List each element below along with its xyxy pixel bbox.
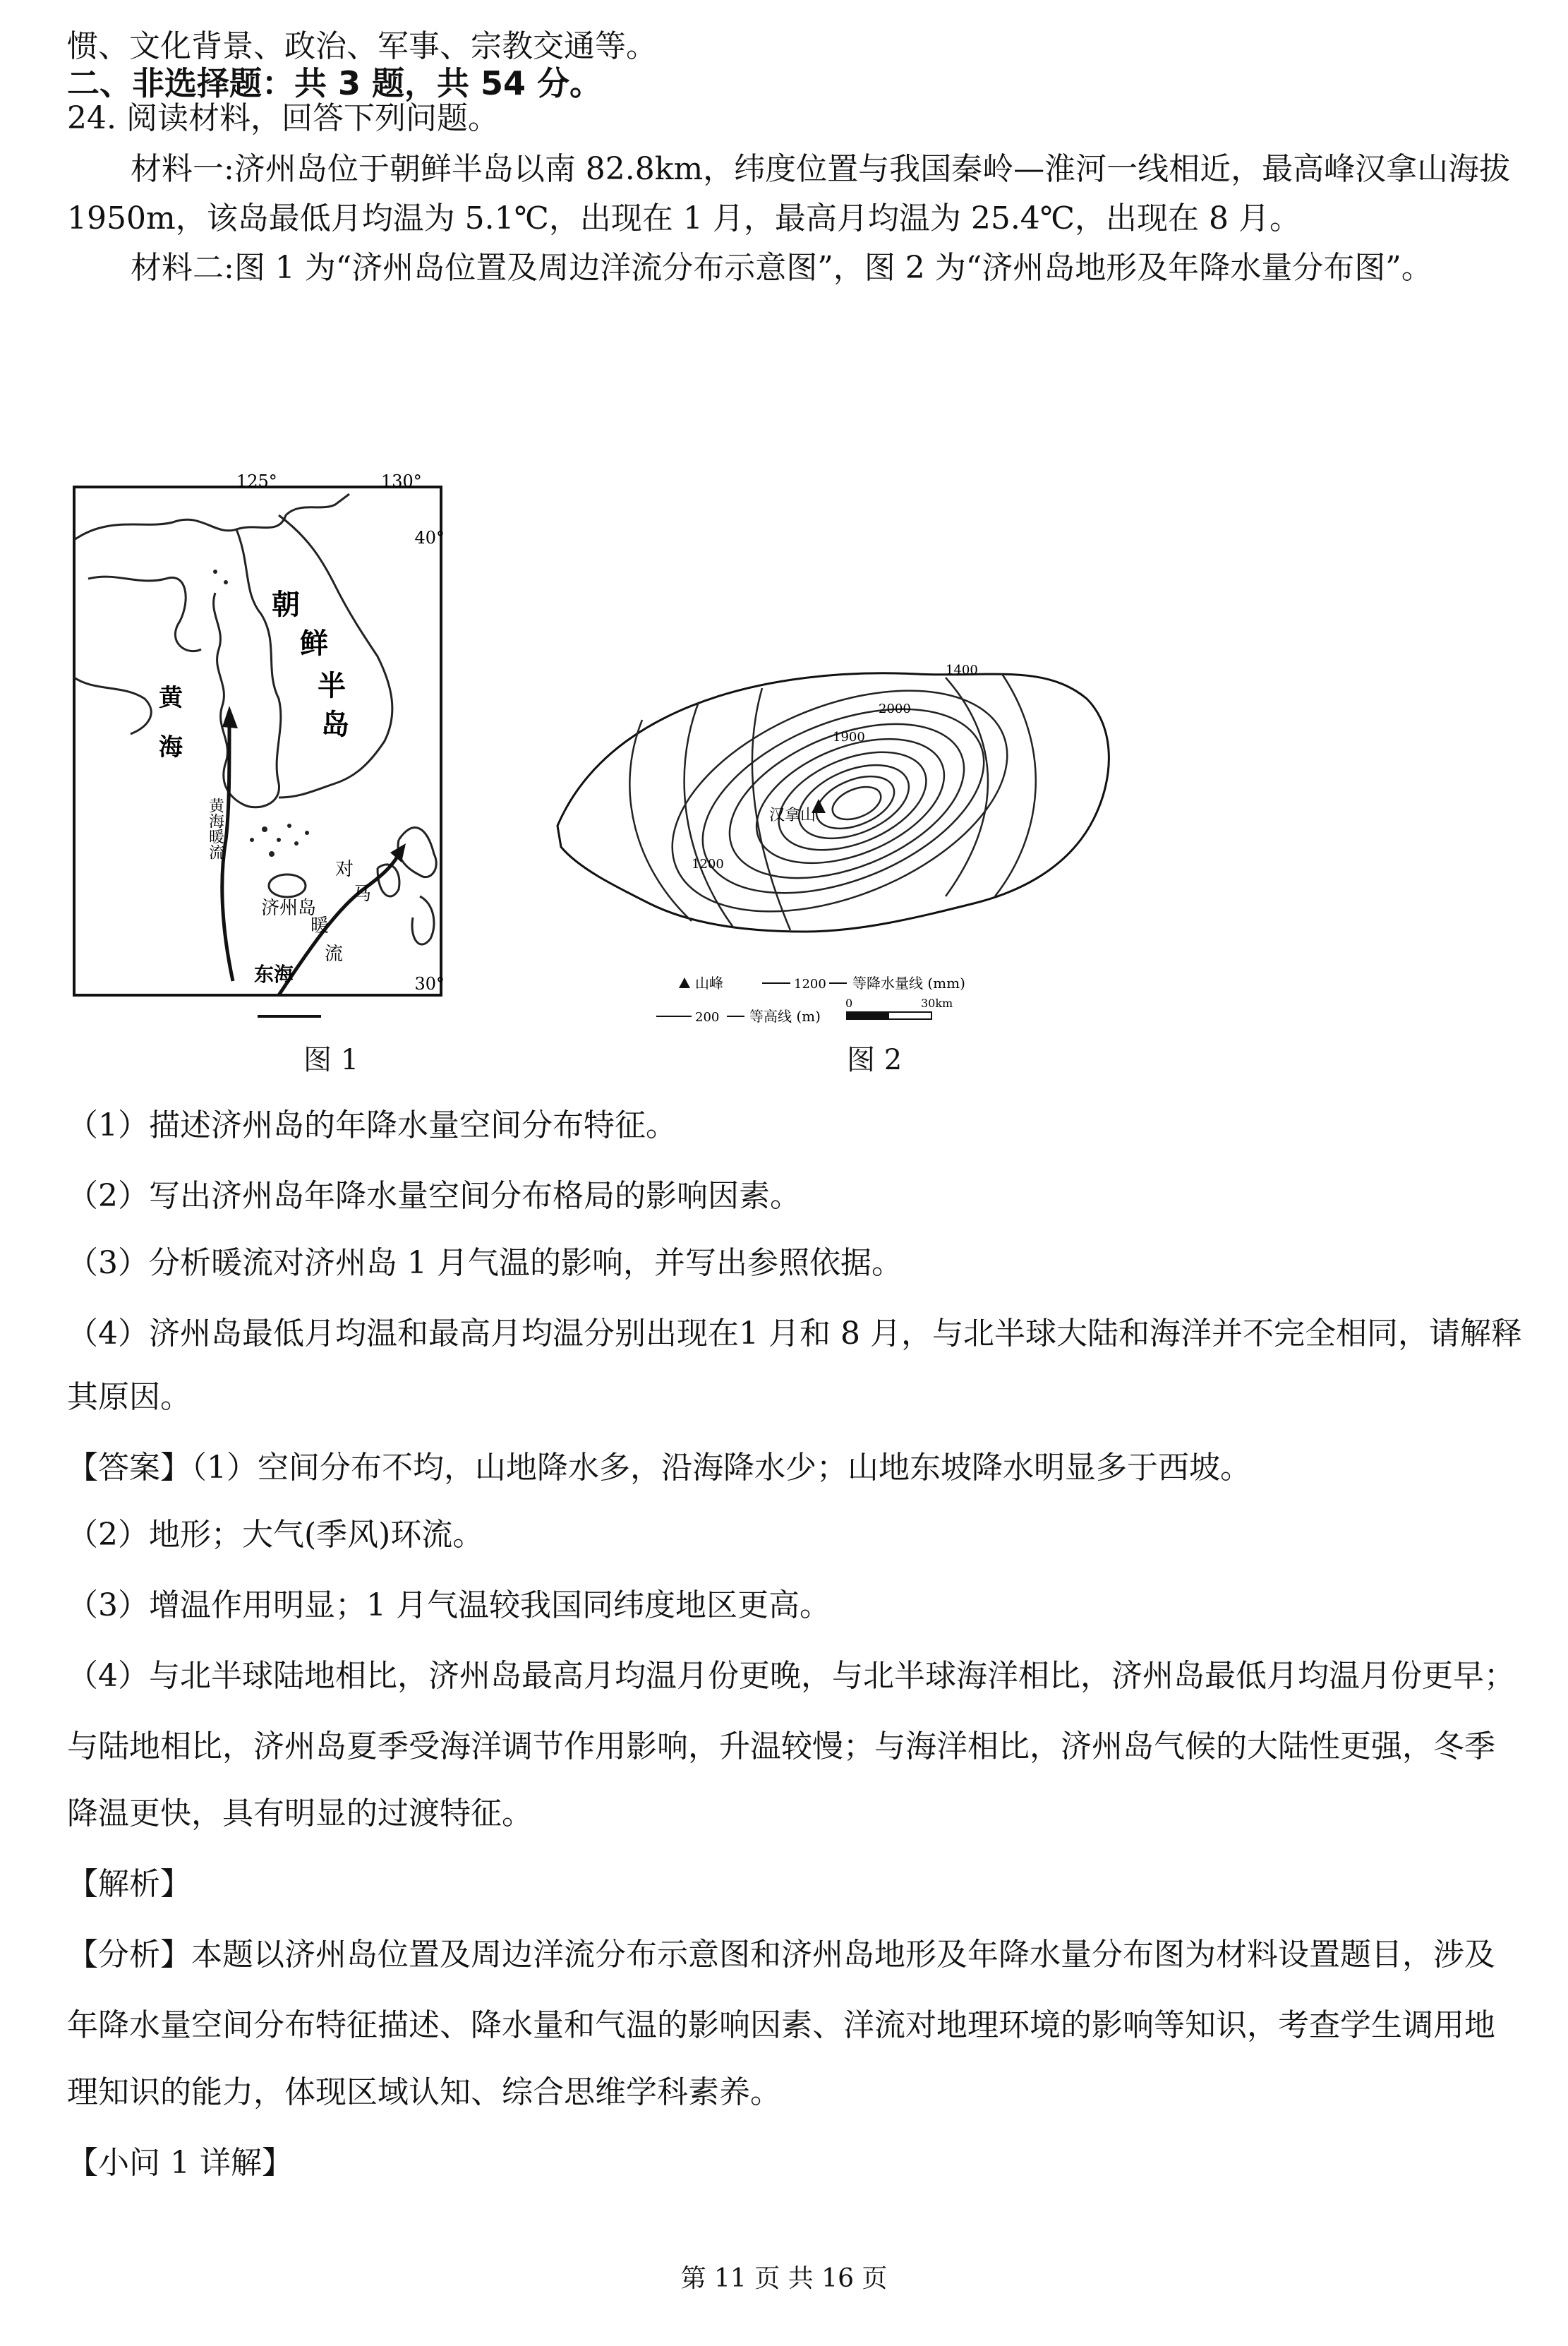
question-4-line-2: 其原因。 [67,1379,191,1415]
question-4-line-1: （4）济州岛最低月均温和最高月均温分别出现在1 月和 8 月，与北半球大陆和海洋并不完全相同，请解释 [67,1316,1522,1352]
answer-3: （3）增温作用明显；1 月气温较我国同纬度地区更高。 [67,1587,831,1623]
label-lat-bottom: 30° [414,974,445,994]
question-1: （1）描述济州岛的年降水量空间分布特征。 [67,1107,677,1143]
isoline-1400: 1400 [946,663,978,678]
material-1-line-2: 1950m，该岛最低月均温为 5.1℃，出现在 1 月，最高月均温为 25.4℃，出现在 8 月。 [67,200,1301,236]
figure-1-map [67,473,448,1023]
isoline-1200: 1200 [692,857,724,872]
question-2: （2）写出济州岛年降水量空间分布格局的影响因素。 [67,1178,801,1214]
figure-2-caption: 图 2 [847,1044,903,1076]
answer-4-line-3: 降温更快，具有明显的过渡特征。 [67,1795,533,1831]
material-1-line-1: 材料一:济州岛位于朝鲜半岛以南 82.8km，纬度位置与我国秦岭—淮河一线相近，最高峰汉拿山海拔 [131,151,1511,187]
label-donghai: 东海 [254,963,294,986]
material-2: 材料二:图 1 为“济州岛位置及周边洋流分布示意图”，图 2 为“济州岛地形及年降水量分布图”。 [131,250,1433,286]
label-dao: 岛 [321,708,349,741]
analysis-line-1: 【分析】本题以济州岛位置及周边洋流分布示意图和济州岛地形及年降水量分布图为材料设置题目，涉及 [67,1937,1495,1973]
analysis-line-2: 年降水量空间分布特征描述、降水量和气温的影响因素、洋流对地理环境的影响等知识，考查学生调用地 [67,2007,1495,2043]
question-3: （3）分析暖流对济州岛 1 月气温的影响，并写出参照依据。 [67,1245,903,1281]
subquestion-1-heading: 【小问 1 详解】 [67,2145,293,2181]
answer-4-line-1: （4）与北半球陆地相比，济州岛最高月均温月份更晚，与北半球海洋相比，济州岛最低月均温月份更早； [67,1658,1515,1694]
label-ma: 马 [353,884,372,905]
peak-label: 汉拿山 [769,807,816,824]
label-huang: 黄 [159,684,183,712]
legend-val-1200: 1200 [794,977,826,992]
label-xian: 鲜 [300,627,328,660]
label-dui: 对 [335,859,354,880]
scale-zero: 0 [845,997,853,1010]
label-lon-left: 125° [236,473,277,491]
label-lon-right: 130° [381,473,422,491]
answer-1: 【答案】（1）空间分布不均，山地降水多，沿海降水少；山地东坡降水明显多于西坡。 [67,1450,1251,1486]
legend-val-200: 200 [695,1010,720,1025]
isoline-1900: 1900 [833,730,865,745]
label-ban: 半 [318,669,346,702]
legend-precip: 等降水量线 (mm) [852,975,965,992]
answer-4-line-2: 与陆地相比，济州岛夏季受海洋调节作用影响，升温较慢；与海洋相比，济州岛气候的大陆性更强，冬季 [67,1728,1495,1764]
label-lat-top: 40° [414,528,445,548]
question-title: 24. 阅读材料，回答下列问题。 [67,100,499,136]
figure-2-jeju-terrain [550,635,1129,1030]
isoline-2000: 2000 [879,702,911,716]
label-hai: 海 [159,733,183,762]
figure-1-caption: 图 1 [303,1044,359,1076]
label-jeju: 济州岛 [261,898,317,919]
analysis-line-3: 理知识的能力，体现区域认知、综合思维学科素养。 [67,2074,781,2110]
scale-30km: 30km [921,997,953,1010]
label-chao: 朝 [272,588,300,621]
legend-peak: 山峰 [695,975,723,992]
answer-2: （2）地形；大气(季风)环流。 [67,1517,484,1553]
analysis-heading: 【解析】 [67,1866,191,1902]
text-line: 惯、文化背景、政治、军事、宗教交通等。 [67,28,657,64]
section-heading: 二、非选择题：共 3 题，共 54 分。 [67,64,603,102]
label-nuan: 暖 [310,915,330,937]
label-yellow-sea-current: 黄海暖流 [206,798,224,860]
page-footer: 第 11 页 共 16 页 [680,2264,888,2293]
legend-contour: 等高线 (m) [749,1008,821,1025]
label-liu: 流 [325,944,344,965]
